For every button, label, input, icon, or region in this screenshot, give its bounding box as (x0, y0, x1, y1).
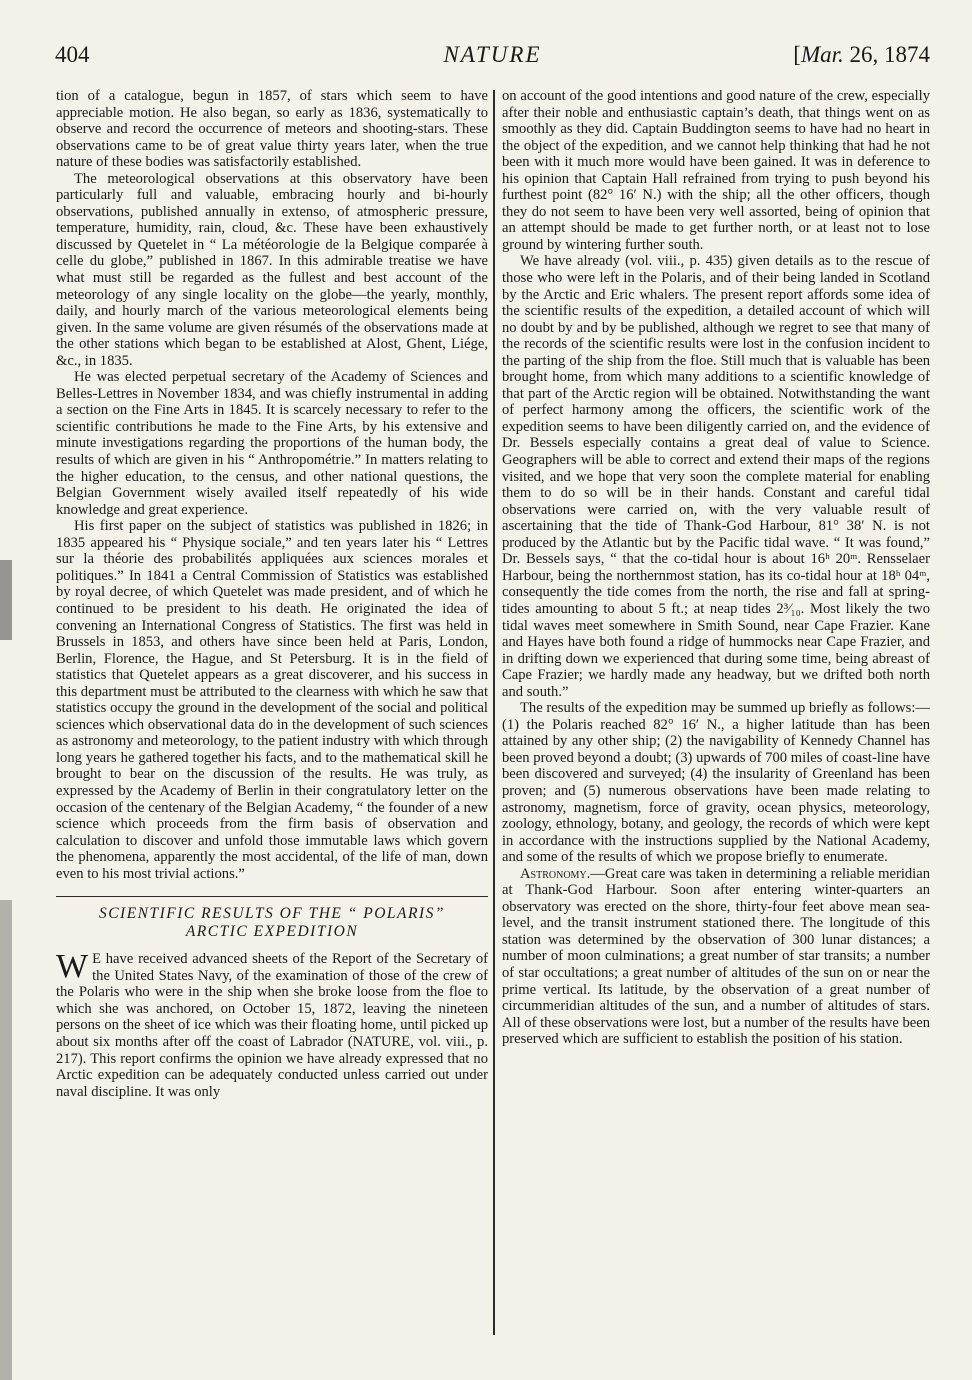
date-month: Mar. (800, 42, 844, 67)
binding-shadow (0, 900, 12, 1380)
column-rule (493, 90, 495, 1335)
article-title-line: ARCTIC EXPEDITION (185, 923, 359, 941)
drop-cap: W (56, 948, 89, 986)
date-rest: 26, 1874 (843, 42, 930, 67)
paragraph: His first paper on the subject of statistics was published in 1826; in 1835 appeared his “ Physique sociale,” and ten years later his “ Lettres sur la théorie des probabilités appliquées aux sciences morales et politiques.” In 1841 a Central Commission of Statistics was established by royal decree, of which Quetelet was made president, and of which he continued to be president to his death. He originated the idea of convening an International Congress of Statistics. The first was held in Brussels in 1853, and others have since been held at Paris, London, Berlin, Florence, the Hague, and St Petersburg. It is in the field of statistics that Quetelet appears as a great discoverer, and his success in this department must be attributed to the clearness with which he saw that statistics occupy the ground in the development of the social and political sciences which observational data do in the development of such sciences as astronomy and meteorology, to the patient industry with which through long years he gathered together his facts, and to the mathematical skill he brought to bear on the discussion of the results. He was truly, as expressed by the Academy of Berlin in their congratulatory letter on the occasion of the centenary of the Belgian Academy, “ the founder of a new science which proceeds from the firm basis of observation and calculation to discover and unfold those immutable laws which govern the phenomena, apparently the most accidental, of the life of man, down even to his most trivial actions.” (56, 518, 488, 882)
paragraph: He was elected perpetual secretary of the Academy of Sciences and Belles-Lettres in November 1834, and was chiefly instrumental in adding a section on the Fine Arts in 1845. It is scarcely necessary to refer to the scientific contributions he made to the Fine Arts, by his extensive and minute investigations regarding the proportions of the human body, the results of which are given in his “ Anthropométrie.” In matters relating to the higher education, to the census, and other national questions, the Belgian Government wisely availed itself repeatedly of his wide knowledge and great experience. (56, 369, 488, 518)
paragraph-text: E have received advanced sheets of the Report of the Secretary of the United States Navy, of the examination of those of the crew of the Polaris who were in the ship when she broke loose from the floe to which she was anchored, on October 15, 1872, leaving the nineteen persons on the sheet of ice which was their floating home, until picked up about six months after off the coast of Labrador (NATURE, vol. viii., p. 217). This report confirms the opinion we have already expressed that no Arctic expedition can be adequately conducted unless carried out under naval discipline. It was only (56, 951, 488, 1100)
paragraph: We have already (vol. viii., p. 435) given details as to the rescue of those who were left in the Polaris, and of their being landed in Scotland by the Arctic and Eric whalers. The present report affords some idea of the scientific results of the expedition, a detailed account of which will no doubt by and by be published, although we regret to see that many of the records of the scientific results were lost in the confusion incident to the parting of the ship from the floe. Still much that is valuable has been brought home, from which many additions to a scientific knowledge of that part of the Arctic region will be obtained. Notwithstanding the want of perfect harmony among the officers, the scientific work of the expedition seems to have been diligently carried on, and the evidence of Dr. Bessels especially contains a great deal of value to Science. Geographers will be able to correct and extend their maps of the regions visited, and we hope that very soon the complete material for enabling them to do so will be in their hands. Constant and careful tidal observations were carried on, with the very valuable result of ascertaining that the tide of Thank-God Harbour, 81° 38′ N. is not produced by the Atlantic but by the Pacific tidal wave. “ It was found,” Dr. Bessels says, “ that the co-tidal hour is about 16ʰ 20ᵐ. Rensselaer Harbour, being the northernmost station, has its co-tidal hour at 18ʰ 04ᵐ, consequently the tide comes from the north, the rise and fall at spring-tides amounting to about 5 ft.; at neap tides 2³⁄₁₀. Most likely the two tidal waves meet somewhere in Smith Sound, near Cape Frazier. Kane and Hayes have both found a ridge of hummocks near Cape Frazier, and in drifting down we experienced that during some time, being abreast of Cape Frazier; we hardly made any headway, but we drifted both north and south.” (502, 253, 930, 700)
page-number: 404 (55, 42, 90, 67)
paragraph (56, 948, 488, 1100)
issue-date (793, 42, 930, 68)
date-bracket: [ (793, 42, 801, 67)
paragraph: on account of the good intentions and good nature of the crew, especially after their noble and enthusiastic captain’s death, that things went on as smoothly as they did. Captain Buddington seems to have had no heart in the object of the expedition, and we cannot help thinking that had he not been with it much more would have been gained. It was in deference to his opinion that Captain Hall refrained from trying to push beyond his furthest point (82° 16′ N.) with the ship; all the other officers, though they do not seem to have been very well assorted, being of opinion that an attempt should be made to get further north, or at least not to lose ground by wintering further south. (502, 88, 930, 253)
paragraph: The results of the expedition may be summed up briefly as follows:—(1) the Polaris reached 82° 16′ N., a higher latitude than has been attained by any other ship; (2) the navigability of Kennedy Channel has been proved beyond a doubt; (3) upwards of 700 miles of coast-line have been discovered and surveyed; (4) the insularity of Greenland has been proven; and (5) numerous observations have been made relating to astronomy, magnetism, force of gravity, ocean physics, meteorology, zoology, ethnology, botany, and geology, the records of which were kept in accordance with the instructions supplied by the National Academy, and some of the results of which we propose briefly to enumerate. (502, 700, 930, 866)
article-title-line: SCIENTIFIC RESULTS OF THE “ POLARIS” (98, 905, 446, 923)
paragraph: tion of a catalogue, begun in 1857, of stars which seem to have appreciable motion. He also began, so early as 1836, systematically to observe and record the occurrence of meteors and shooting-stars. These observations came to be of great value thirty years later, when the true nature of these bodies was satisfactorily established. (56, 88, 488, 171)
paragraph-text: —Great care was taken in determining a reliable meridian at Thank-God Harbour. Soon after entering winter-quarters an observatory was erected on the shore, thirty-four feet above mean sea-level, and the transit instrument stationed there. The longitude of this station was determined by the observation of 300 lunar distances; a number of moon culminations; a great number of star transits; a number of star occultations; a great number of altitudes of the sun on or near the prime vertical. Its latitude, by the observation of a great number of circummeridian altitudes of the sun, and a number of altitudes of stars. All of these observations were lost, but a number of the results have been preserved which are sufficient to establish the position of his station. (502, 865, 930, 1048)
paragraph: The meteorological observations at this observatory have been particularly full and valuable, embracing hourly and bi-hourly observations, published annually in extenso, of atmospheric pressure, temperature, humidity, rain, cloud, &c. These have been exhaustively discussed by Quetelet in “ La météorologie de la Belgique comparée à celle du globe,” published in 1867. In this admirable treatise we have what must still be regarded as the fullest and best account of the meteorology of any single locality on the globe—the yearly, monthly, daily, and hourly march of the various meteorological elements being given. In the same volume are given résumés of the observations made at the other stations which began to be established at Alost, Ghent, Liége, &c., in 1835. (56, 170, 488, 369)
paragraph (502, 866, 930, 1048)
binding-shadow (0, 560, 12, 640)
journal-title: NATURE (443, 42, 542, 67)
article-title (56, 905, 488, 941)
left-column (56, 88, 488, 1100)
section-lead: Astronomy. (520, 865, 591, 882)
section-divider (56, 896, 488, 897)
page-header (55, 36, 930, 76)
right-column (502, 88, 930, 1048)
